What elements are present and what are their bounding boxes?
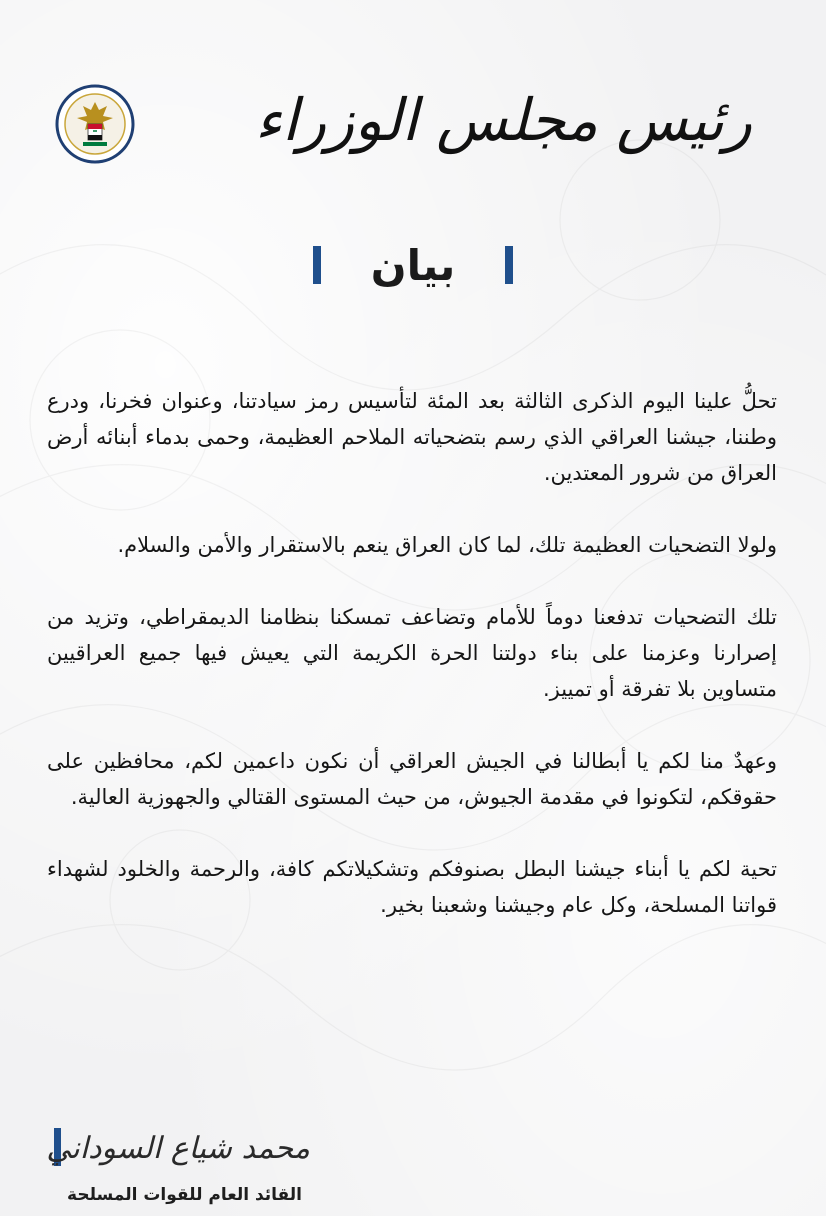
paragraph-4: وعهدٌ منا لكم يا أبطالنا في الجيش العراقي أن نكون داعمين لكم، محافظين على حقوقكم، لتكونوا في مقدمة الجيوش، من حيث المستوى القتالي والجهوزية العالية. bbox=[47, 749, 777, 809]
heading-accent-bar-left bbox=[313, 246, 321, 284]
paragraph-3: تلك التضحيات تدفعنا دوماً للأمام وتضاعف تمسكنا بنظامنا الديمقراطي، وتزيد من إصرارنا وعزمنا على بناء دولتنا الحرة الكريمة التي يعيش فيها جميع العراقيين متساوين بلا تفرقة أو تمييز. bbox=[47, 605, 777, 701]
statement-body bbox=[47, 383, 777, 959]
header-title: رئيس مجلس الوزراء bbox=[254, 86, 752, 154]
prime-minister-seal bbox=[55, 84, 135, 164]
statement-heading bbox=[0, 240, 826, 296]
signature-name: محمد شياع السوداني bbox=[46, 1131, 310, 1166]
paragraph-2: ولولا التضحيات العظيمة تلك، لما كان العراق ينعم بالاستقرار والأمن والسلام. bbox=[117, 533, 777, 557]
heading-accent-bar-right bbox=[505, 246, 513, 284]
iraq-eagle-seal-icon bbox=[55, 84, 135, 164]
paragraph-1: تحلُّ علينا اليوم الذكرى الثالثة بعد المئة لتأسيس رمز سيادتنا، وعنوان فخرنا، ودرع وطننا، جيشنا العراقي الذي رسم بتضحياته الملاحم العظيمة، وحمى بدماء أبنائه أرض العراق من شرور المعتدين. bbox=[47, 389, 777, 485]
heading-title: بيان bbox=[370, 241, 456, 290]
signature-block bbox=[46, 1118, 352, 1208]
signature-role: القائد العام للقوات المسلحة bbox=[67, 1185, 302, 1205]
paragraph-5: تحية لكم يا أبناء جيشنا البطل بصنوفكم وتشكيلاتكم كافة، والرحمة والخلود لشهداء قواتنا المسلحة، وكل عام وجيشنا وشعبنا بخير. bbox=[47, 857, 777, 917]
